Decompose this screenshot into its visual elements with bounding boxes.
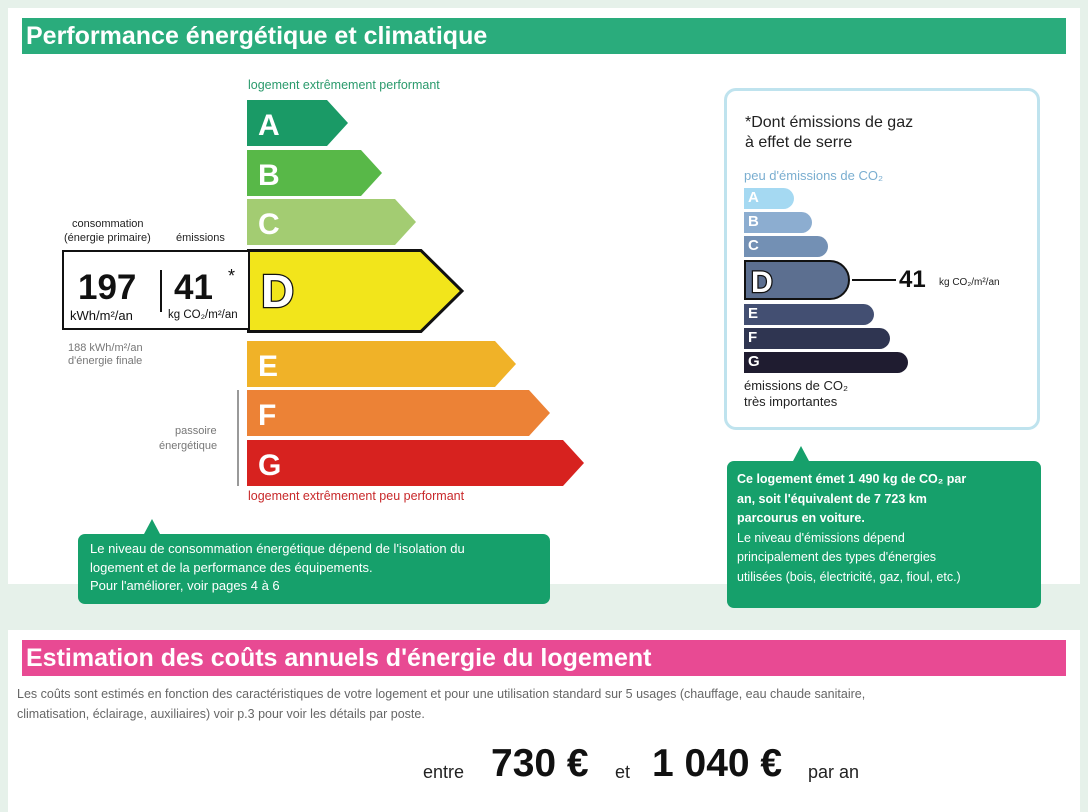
energy-class-F-arrow [247, 390, 551, 436]
ghg-class-D-letter [749, 262, 783, 298]
ghg-class-A-label: A [748, 189, 759, 206]
final-energy-label: d'énergie finale [68, 355, 143, 367]
emissions-value: 41 [174, 268, 213, 307]
energy-class-F-label: F [258, 399, 277, 432]
ghg-class-G-bar [744, 352, 908, 373]
passoire-bracket [237, 390, 239, 486]
consumption-label: consommation [72, 218, 144, 230]
ghg-class-A-bar [744, 188, 794, 209]
ghg-class-F-label: F [748, 329, 758, 346]
ghg-bottom-label-1: émissions de CO₂ [744, 378, 849, 393]
ghg-callout-bold-2: an, soit l'équivalent de 7 723 km [737, 491, 927, 506]
cost-description-line-1: Les coûts sont estimés en fonction des caractéristiques de votre logement et pour une utilisation standard sur 5 usages (chauffage, eau chaude sanitaire, [17, 687, 866, 701]
energy-class-E-arrow [247, 341, 517, 387]
primary-energy-label: (énergie primaire) [64, 232, 151, 244]
consumption-unit: kWh/m²/an [70, 308, 133, 323]
ghg-title-2: à effet de serre [745, 134, 853, 151]
callout-line-2: logement et de la performance des équipements. [90, 559, 373, 575]
ghg-class-D-label: D [751, 266, 773, 298]
ghg-callout-line-3: utilisées (bois, électricité, gaz, fioul, etc.) [737, 569, 961, 584]
consumption-value: 197 [78, 268, 137, 307]
energy-class-A-label: A [258, 109, 280, 142]
cost-per-year: par an [808, 762, 860, 782]
ghg-callout-bold-1: Ce logement émet 1 490 kg de CO₂ par [737, 472, 967, 486]
ghg-title-1: *Dont émissions de gaz [745, 114, 914, 131]
ghg-emissions-box [724, 88, 1040, 430]
energy-class-E-label: E [258, 350, 279, 383]
ghg-callout-pointer [793, 446, 809, 461]
ghg-bottom-label-2: très importantes [744, 394, 838, 409]
cost-min-value: 730 € [491, 742, 589, 785]
ghg-callout-line-2: principalement des types d'énergies [737, 550, 937, 564]
ghg-class-C-label: C [748, 237, 759, 254]
cost-and-word: et [615, 762, 631, 782]
ghg-value-leader-line [852, 279, 896, 281]
top-performance-label: logement extrêmement performant [248, 78, 440, 92]
energy-class-D-label: D [261, 265, 295, 317]
energy-class-B-arrow [247, 150, 383, 196]
energy-performance-title: Performance énergétique et climatique [26, 22, 488, 50]
consumption-box [62, 250, 248, 330]
energy-class-G-label: G [258, 449, 282, 482]
callout-pointer [144, 519, 160, 534]
ghg-class-E-label: E [748, 305, 759, 322]
emissions-label: émissions [176, 232, 225, 244]
final-energy-value: 188 kWh/m²/an [68, 342, 143, 354]
consumption-info-callout [78, 534, 550, 604]
ghg-callout-line-1: Le niveau d'émissions dépend [737, 530, 905, 545]
bottom-performance-label: logement extrêmement peu performant [248, 489, 465, 503]
emissions-asterisk: * [228, 266, 236, 286]
callout-line-3: Pour l'améliorer, voir pages 4 à 6 [90, 578, 280, 593]
ghg-class-G-label: G [748, 353, 760, 370]
ghg-class-D-bar [744, 260, 850, 300]
passoire-label: passoire [175, 425, 217, 437]
ghg-info-callout [727, 461, 1041, 608]
energy-class-C-label: C [258, 208, 280, 241]
energy-performance-header [22, 18, 1066, 54]
consumption-divider [160, 270, 162, 312]
cost-description-line-2: climatisation, éclairage, auxiliaires) voir p.3 pour voir les détails par poste. [17, 707, 425, 721]
energy-class-G-arrow [247, 440, 585, 486]
energy-class-D-arrow [247, 249, 465, 333]
callout-line-1: Le niveau de consommation énergétique dépend de l'isolation du [90, 541, 465, 556]
ghg-class-E-bar [744, 304, 874, 325]
cost-max-value: 1 040 € [652, 742, 783, 785]
cost-between-word: entre [423, 762, 465, 782]
emissions-unit: kg CO₂/m²/an [168, 309, 238, 321]
energy-class-B-label: B [258, 159, 280, 192]
ghg-class-B-bar [744, 212, 812, 233]
energy-class-A-arrow [247, 100, 349, 146]
ghg-top-label: peu d'émissions de CO₂ [744, 168, 884, 183]
energy-class-C-arrow [247, 199, 417, 245]
passoire-label-2: énergétique [159, 440, 218, 452]
energy-cost-title: Estimation des coûts annuels d'énergie du logement [26, 644, 652, 672]
ghg-unit: kg CO₂/m²/an [939, 277, 1000, 288]
ghg-callout-bold-3: parcourus en voiture. [737, 511, 865, 525]
ghg-class-C-bar [744, 236, 828, 257]
ghg-value: 41 [899, 266, 926, 293]
ghg-class-B-label: B [748, 213, 759, 230]
energy-cost-header [22, 640, 1066, 676]
ghg-class-F-bar [744, 328, 890, 349]
